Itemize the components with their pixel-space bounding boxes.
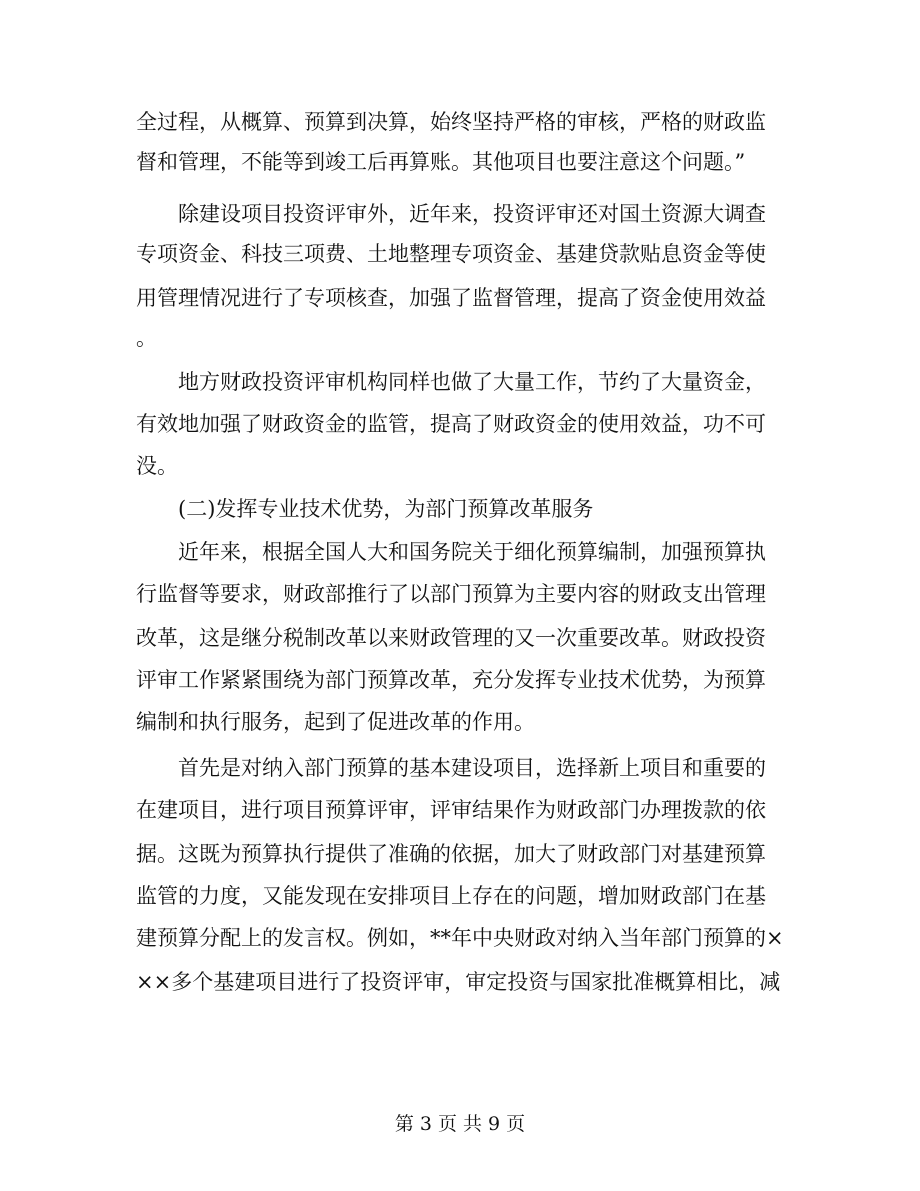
section-heading: (二)发挥专业技术优势，为部门预算改革服务 bbox=[178, 497, 594, 521]
paragraph-line: 督和管理，不能等到竣工后再算账。其他项目也要注意这个问题。” bbox=[136, 150, 746, 174]
paragraph-line: 没。 bbox=[136, 454, 178, 478]
paragraph-line: 建预算分配上的发言权。例如，**年中央财政对纳入当年部门预算的× bbox=[136, 926, 784, 950]
paragraph-line: 。 bbox=[136, 326, 157, 350]
paragraph-line: 专项资金、科技三项费、土地整理专项资金、基建贷款贴息资金等使 bbox=[136, 242, 766, 266]
paragraph-line: 有效地加强了财政资金的监管，提高了财政资金的使用效益，功不可 bbox=[136, 412, 766, 436]
paragraph-line: 编制和执行服务，起到了促进改革的作用。 bbox=[136, 710, 535, 734]
paragraph-line: 据。这既为预算执行提供了准确的依据，加大了财政部门对基建预算 bbox=[136, 842, 766, 866]
paragraph-line: 首先是对纳入部门预算的基本建设项目，选择新上项目和重要的 bbox=[178, 756, 766, 780]
paragraph-line: 行监督等要求，财政部推行了以部门预算为主要内容的财政支出管理 bbox=[136, 582, 766, 606]
paragraph-line: 除建设项目投资评审外，近年来，投资评审还对国土资源大调查 bbox=[178, 202, 766, 226]
paragraph-line: 地方财政投资评审机构同样也做了大量工作，节约了大量资金， bbox=[178, 370, 766, 394]
paragraph-line: 在建项目，进行项目预算评审，评审结果作为财政部门办理拨款的依 bbox=[136, 798, 766, 822]
paragraph-line: 全过程，从概算、预算到决算，始终坚持严格的审核，严格的财政监 bbox=[136, 110, 766, 134]
paragraph-line: 评审工作紧紧围绕为部门预算改革，充分发挥专业技术优势，为预算 bbox=[136, 668, 766, 692]
paragraph-line: 近年来，根据全国人大和国务院关于细化预算编制，加强预算执 bbox=[178, 540, 766, 564]
paragraph-line: ××多个基建项目进行了投资评审，审定投资与国家批准概算相比，减 bbox=[136, 970, 781, 994]
paragraph-line: 用管理情况进行了专项核查，加强了监督管理，提高了资金使用效益 bbox=[136, 286, 766, 310]
page-footer: 第 3 页 共 9 页 bbox=[394, 1113, 526, 1135]
paragraph-line: 监管的力度，又能发现在安排项目上存在的问题，增加财政部门在基 bbox=[136, 884, 766, 908]
paragraph-line: 改革，这是继分税制改革以来财政管理的又一次重要改革。财政投资 bbox=[136, 626, 766, 650]
